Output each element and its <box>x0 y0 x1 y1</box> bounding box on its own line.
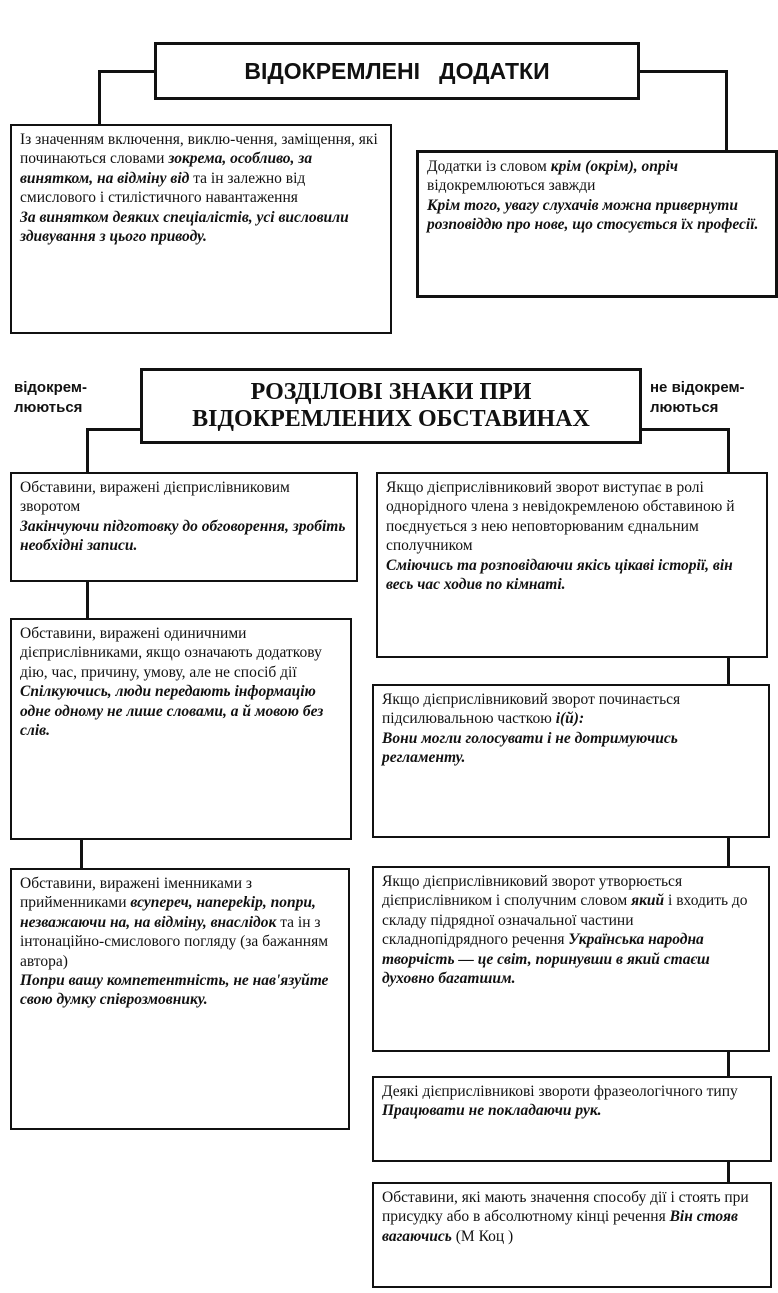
left-box-single-participles <box>10 618 352 840</box>
right-box-1-text: Якщо дієприслівниковий зворот виступає в ролі однорідного члена з невідокремленою обставиною й поєднується з нею неповторюваним єднальним сполучником <box>386 479 735 555</box>
left-box-2-example: Спілкуючись, люди передають інформацію одне одному не лише словами, а й мовою без слів. <box>20 683 324 739</box>
objects-box-krim-text: Додатки із словом <box>427 158 551 175</box>
objects-box-inclusion-text-end: та ін залежно від смислового і стилістичного навантаження <box>20 169 306 207</box>
right-column-connector-4 <box>727 1160 730 1184</box>
right-box-3-words: який <box>631 892 665 910</box>
middle-connector-left-horizontal <box>86 428 146 431</box>
left-box-3-words: всупереч, напереkір, попри, незважаючи на, на відміну, внаслідок <box>20 894 316 931</box>
objects-box-krim-words: крім (окрім), опріч <box>550 158 679 175</box>
title-punctuation-line1: РОЗДІЛОВІ ЗНАКИ ПРИ <box>250 379 532 406</box>
objects-box-krim <box>416 150 778 298</box>
top-connector-left-vertical <box>98 70 101 126</box>
right-box-2-text: Якщо дієприслівниковий зворот починається підсилювальною часткою <box>382 691 681 728</box>
right-box-5-source: (М Коц ) <box>451 1227 514 1245</box>
top-connector-right-vertical <box>725 70 728 152</box>
title-punctuation-adverbials <box>140 368 642 444</box>
right-box-homogeneous-member <box>376 472 768 658</box>
right-box-1-example: Сміючись та розповідаючи якісь цікаві історії, він весь час ходив по кімнаті. <box>386 556 733 593</box>
left-box-3-text-end: та ін з інтонаційно-смислового погляду (за бажанням автора) <box>20 913 329 970</box>
objects-box-inclusion-text: Із значенням включення, виклю-чення, заміщення, які починаються словами <box>20 131 378 168</box>
left-column-connector-2 <box>80 838 83 870</box>
right-box-4-text: Деякі дієприслівникові звороти фразеологічного типу <box>382 1083 738 1100</box>
middle-connector-right-horizontal <box>638 428 730 431</box>
middle-connector-left-vertical <box>86 428 89 474</box>
left-box-2-text: Обставини, виражені одиничними дієприслівниками, якщо означають додаткову дію, час, причину, умову, але не спосіб дії <box>20 625 322 681</box>
title-separated-objects-text: ВІДОКРЕМЛЕНІ ДОДАТКИ <box>244 57 550 84</box>
middle-connector-right-vertical <box>727 428 730 474</box>
title-separated-objects <box>154 42 640 100</box>
objects-box-krim-example: Крім того, увагу слухачів можна привернути розповіддю про нове, що стосується їх професії. <box>427 196 759 234</box>
right-box-5-text: Обставини, які мають значення способу дії і стоять при присудку або в абсолютному кінці речення <box>382 1189 749 1226</box>
right-column-connector-1 <box>727 656 730 686</box>
right-box-5-example: Він стояв вагаючись <box>382 1208 738 1245</box>
right-box-2-words: і(й): <box>555 710 585 728</box>
objects-box-inclusion-words: зокрема, особливо, за винятком, на відміну від <box>20 150 313 187</box>
objects-box-inclusion <box>10 124 392 334</box>
label-separated: відокрем- люються <box>14 379 87 416</box>
top-connector-left-horizontal <box>98 70 156 73</box>
label-not-separated: не відокрем- люються <box>650 379 745 416</box>
right-box-relative-word <box>372 866 770 1052</box>
right-box-3-text-end: і входить до складу підрядної означальної частини складнопідрядного речення <box>382 892 748 949</box>
left-box-3-text: Обставини, виражені іменниками з прийменниками <box>20 875 253 912</box>
right-box-3-example: Українська народна творчість — це світ, поринувши в який стаєш духовно багатшим. <box>382 931 710 987</box>
top-connector-right-horizontal <box>638 70 728 73</box>
right-box-intensifying-particle <box>372 684 770 838</box>
left-box-nouns-prepositions <box>10 868 350 1130</box>
right-box-3-text: Якщо дієприслівниковий зворот утворюється дієприслівником і сполучним словом <box>382 873 683 910</box>
right-box-4-example: Працювати не покладаючи рук. <box>382 1102 602 1120</box>
left-box-1-example: Закінчуючи підготовку до обговорення, зробіть необхідні записи. <box>20 517 346 555</box>
right-box-2-example: Вони могли голосувати і не дотримуючись регламенту. <box>382 729 678 767</box>
objects-box-krim-text-end: відокремлюються завжди <box>427 177 596 195</box>
title-punctuation-line2: ВІДОКРЕМЛЕНИХ ОБСТАВИНАХ <box>192 406 590 432</box>
right-column-connector-3 <box>727 1050 730 1078</box>
right-column-connector-2 <box>727 836 730 868</box>
left-box-participial-phrase <box>10 472 358 582</box>
objects-box-inclusion-example: За винятком деяких спеціалістів, усі висловили здивування з цього приводу. <box>20 208 349 245</box>
right-box-manner-of-action <box>372 1182 772 1288</box>
right-box-phraseological <box>372 1076 772 1162</box>
left-column-connector-1 <box>86 580 89 620</box>
left-box-3-example: Попри вашу компетентність, не нав'язуйте свою думку співрозмовнику. <box>20 971 329 1009</box>
left-box-1-text: Обставини, виражені дієприслівниковим зворотом <box>20 479 290 516</box>
